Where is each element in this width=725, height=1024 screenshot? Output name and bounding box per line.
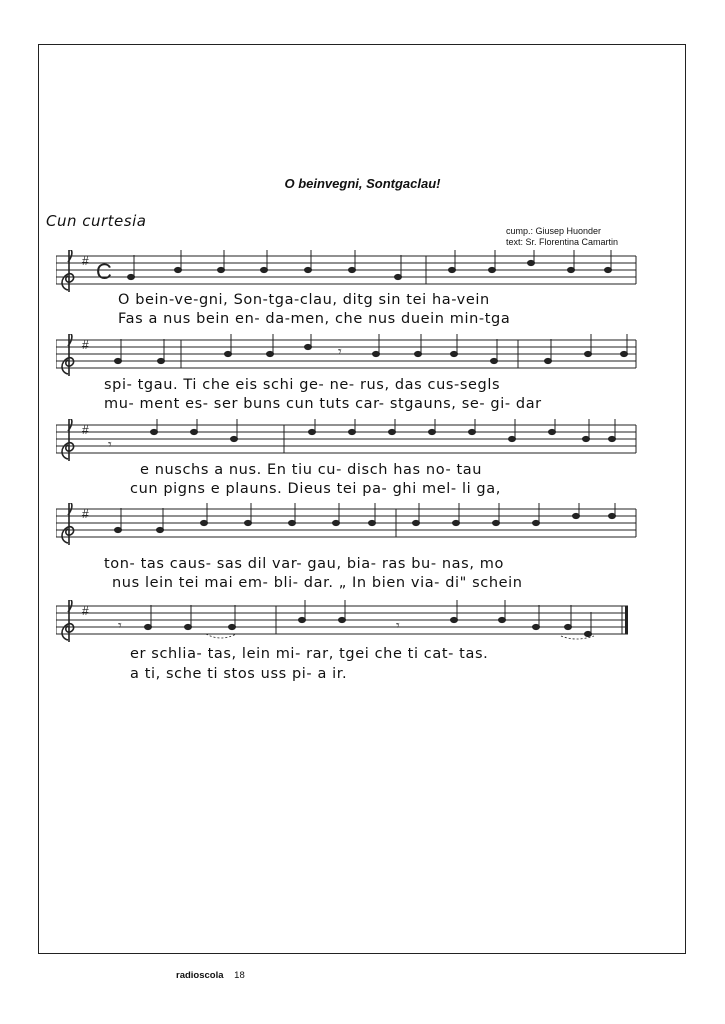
composer-credit: cump.: Giusep Huonder	[506, 226, 602, 236]
page-footer	[176, 970, 245, 981]
final-barline	[625, 606, 628, 634]
lyric-line-2a: spi- tgau. Ti che eis schi ge- ne- rus, das cus-segls	[104, 377, 501, 393]
staff-notation-5	[56, 600, 638, 644]
lyric-line-3a: e nuschs a nus. En tiu cu- disch has no- tau	[140, 462, 483, 478]
staff-notation-3	[56, 419, 638, 463]
lyric-line-1a: O bein-ve-gni, Son-tga-clau, ditg sin tei ha-vein	[118, 292, 490, 308]
svg-text:𝄾: 𝄾	[338, 343, 342, 359]
staff-system-3	[56, 419, 638, 459]
staff-system-5	[56, 600, 638, 640]
page-number: 18	[234, 970, 245, 981]
lyric-line-4a: ton- tas caus- sas dil var- gau, bia- ras bu- nas, mo	[104, 556, 504, 572]
lyric-line-2b: mu- ment es- ser buns cun tuts car- stgauns, se- gi- dar	[104, 396, 542, 412]
tempo-marking: Cun curtesia	[46, 212, 147, 230]
lyric-line-1b: Fas a nus bein en- da-men, che nus duein min-tga	[118, 311, 511, 327]
staff-notation-4	[56, 503, 638, 547]
lyric-line-4b: nus lein tei mai em- bli- dar. „ In bien via- di" schein	[112, 575, 523, 591]
lyric-line-3b: cun pigns e plauns. Dieus tei pa- ghi mel- li ga,	[130, 481, 501, 497]
svg-text:C: C	[96, 259, 112, 284]
footer-brand: radioscola	[176, 970, 224, 981]
svg-text:#: #	[82, 507, 89, 521]
svg-text:#: #	[82, 338, 89, 352]
svg-text:#: #	[82, 423, 89, 437]
credits	[506, 226, 618, 248]
staff-notation-2	[56, 334, 638, 378]
lyric-line-5b: a ti, sche ti stos uss pi- a ir.	[130, 666, 348, 682]
svg-text:𝄾: 𝄾	[108, 436, 112, 452]
staff-notation-1	[56, 250, 638, 294]
song-title: O beinvegni, Sontgaclau!	[284, 176, 441, 191]
lyric-line-5a: er schlia- tas, lein mi- rar, tgei che ti cat- tas.	[130, 646, 489, 662]
svg-text:#: #	[82, 254, 89, 268]
staff-system-1	[56, 250, 638, 290]
staff-system-4	[56, 503, 638, 543]
svg-text:𝄾: 𝄾	[396, 617, 400, 633]
lyricist-credit: text: Sr. Florentina Camartin	[506, 237, 619, 247]
svg-text:𝄾: 𝄾	[118, 617, 122, 633]
staff-system-2	[56, 334, 638, 374]
svg-text:#: #	[82, 604, 89, 618]
